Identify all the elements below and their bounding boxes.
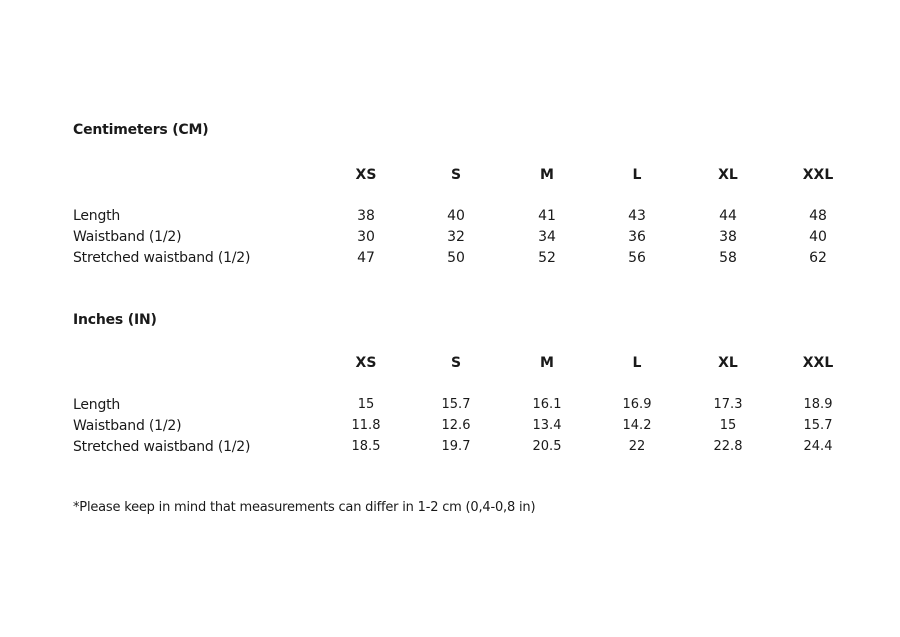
- size-header-m: M: [540, 167, 554, 183]
- centimeters-length-row: [0, 206, 900, 226]
- size-header-l: L: [632, 355, 642, 371]
- row-label: Stretched waistband (1/2): [73, 250, 251, 266]
- value-cell: 62: [809, 250, 827, 266]
- size-header-l: L: [632, 167, 642, 183]
- value-cell: 36: [628, 229, 646, 245]
- value-cell: 56: [628, 250, 646, 266]
- row-label: Waistband (1/2): [73, 418, 182, 434]
- value-cell: 15: [719, 418, 737, 433]
- value-cell: 38: [719, 229, 737, 245]
- value-cell: 40: [447, 208, 465, 224]
- centimeters-stretched-waistband-row: [0, 248, 900, 268]
- inches-size-header-row: [0, 353, 900, 373]
- measurement-disclaimer-note: *Please keep in mind that measurements can differ in 1-2 cm (0,4-0,8 in): [73, 500, 536, 515]
- centimeters-section-title: Centimeters (CM): [73, 122, 209, 138]
- size-header-xl: XL: [718, 167, 738, 183]
- value-cell: 24.4: [803, 439, 833, 454]
- size-header-xl: XL: [718, 355, 738, 371]
- row-label: Length: [73, 208, 121, 224]
- value-cell: 41: [538, 208, 556, 224]
- value-cell: 16.9: [622, 397, 652, 412]
- row-label: Length: [73, 397, 121, 413]
- value-cell: 32: [447, 229, 465, 245]
- value-cell: 47: [357, 250, 375, 266]
- value-cell: 18.9: [803, 397, 833, 412]
- value-cell: 15: [357, 397, 375, 412]
- value-cell: 12.6: [441, 418, 471, 433]
- value-cell: 15.7: [441, 397, 471, 412]
- value-cell: 18.5: [351, 439, 381, 454]
- value-cell: 17.3: [713, 397, 743, 412]
- value-cell: 19.7: [441, 439, 471, 454]
- size-header-xs: XS: [355, 355, 377, 371]
- value-cell: 15.7: [803, 418, 833, 433]
- row-label: Stretched waistband (1/2): [73, 439, 251, 455]
- size-header-s: S: [450, 355, 462, 371]
- value-cell: 30: [357, 229, 375, 245]
- size-header-xs: XS: [355, 167, 377, 183]
- row-label: Waistband (1/2): [73, 229, 182, 245]
- value-cell: 44: [719, 208, 737, 224]
- value-cell: 34: [538, 229, 556, 245]
- inches-section-title: Inches (IN): [73, 312, 157, 328]
- size-header-m: M: [540, 355, 554, 371]
- size-header-xxl: XXL: [802, 167, 834, 183]
- size-header-s: S: [450, 167, 462, 183]
- value-cell: 43: [628, 208, 646, 224]
- value-cell: 14.2: [622, 418, 652, 433]
- inches-waistband-row: [0, 416, 900, 436]
- value-cell: 22.8: [713, 439, 743, 454]
- inches-length-row: [0, 395, 900, 415]
- value-cell: 52: [538, 250, 556, 266]
- value-cell: 13.4: [532, 418, 562, 433]
- size-header-xxl: XXL: [802, 355, 834, 371]
- value-cell: 40: [809, 229, 827, 245]
- value-cell: 58: [719, 250, 737, 266]
- inches-stretched-waistband-row: [0, 437, 900, 457]
- value-cell: 22: [628, 439, 646, 454]
- value-cell: 50: [447, 250, 465, 266]
- value-cell: 11.8: [351, 418, 381, 433]
- value-cell: 16.1: [532, 397, 562, 412]
- centimeters-size-header-row: [0, 165, 900, 185]
- value-cell: 20.5: [532, 439, 562, 454]
- value-cell: 38: [357, 208, 375, 224]
- centimeters-waistband-row: [0, 227, 900, 247]
- value-cell: 48: [809, 208, 827, 224]
